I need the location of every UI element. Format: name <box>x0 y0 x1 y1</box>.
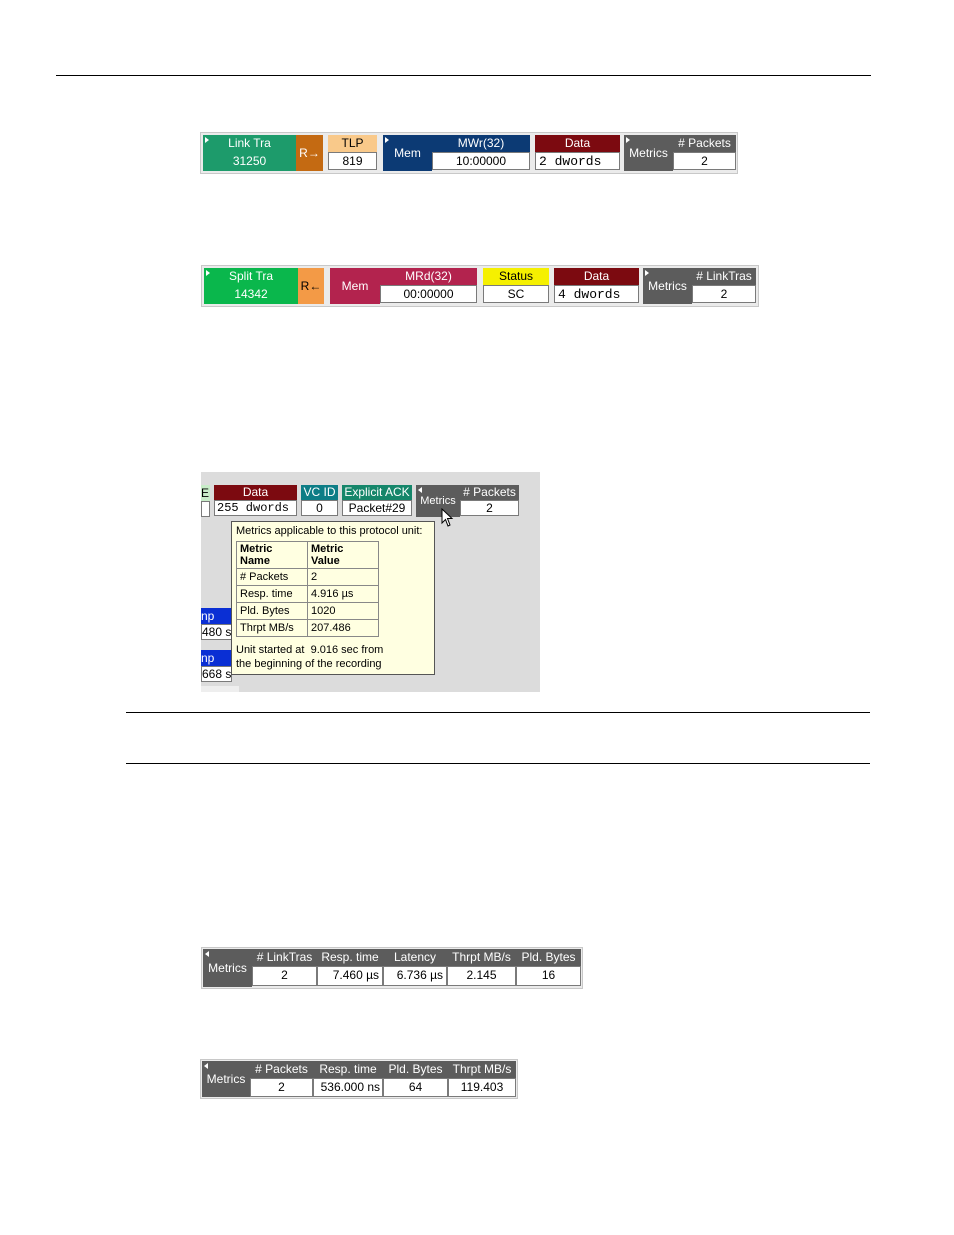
latency-column <box>383 949 447 987</box>
tooltip-metrics-table <box>236 541 379 637</box>
linktras-column <box>252 949 317 987</box>
metric-name: Resp. time <box>237 586 308 603</box>
table-header-row <box>237 542 379 569</box>
metric-value: 2 <box>308 569 379 586</box>
tooltip-title: Metrics applicable to this protocol unit: <box>236 525 423 537</box>
metrics-label: Metrics <box>629 146 668 160</box>
metrics-label: Metrics <box>648 279 687 293</box>
packets-cell[interactable] <box>673 135 736 171</box>
mrd-address: 00:00000 <box>380 285 477 303</box>
packets-label: # Packets <box>460 485 519 500</box>
packet-bar-1 <box>200 132 738 174</box>
mem-cell[interactable] <box>330 268 380 304</box>
table-row <box>237 603 379 620</box>
direction-label: R← <box>300 279 322 293</box>
mem-cell[interactable] <box>383 135 432 171</box>
data-label: Data <box>535 135 620 152</box>
explicit-ack-label: Explicit ACK <box>342 485 412 500</box>
side-cell-2 <box>201 650 232 682</box>
mem-label: Mem <box>394 146 421 160</box>
table-row <box>237 569 379 586</box>
column-header: Latency <box>383 949 447 966</box>
header-metric-name: Metric Name <box>237 542 308 569</box>
mem-label: Mem <box>341 279 369 293</box>
split-tra-value: 14342 <box>234 287 268 301</box>
side-cell-1-value: 480 s <box>202 625 232 639</box>
column-value: 6.736 µs <box>383 966 447 986</box>
column-header: Pld. Bytes <box>516 949 581 966</box>
thrpt-column <box>447 949 516 987</box>
side-bottom-strip <box>201 686 239 692</box>
table-row <box>237 586 379 603</box>
data-value: 2 dwords <box>535 152 620 170</box>
mrd-cell[interactable] <box>380 268 477 304</box>
cut-off-label: E <box>201 486 210 500</box>
linktras-label: # LinkTras <box>692 268 756 285</box>
column-header: Thrpt MB/s <box>447 949 516 966</box>
metric-name: Thrpt MB/s <box>237 620 308 637</box>
status-value: SC <box>483 285 549 303</box>
column-header: Resp. time <box>317 949 383 966</box>
metrics-cell[interactable] <box>202 1061 250 1097</box>
metrics-label: Metrics <box>420 495 456 507</box>
mwr-cell[interactable] <box>432 135 530 171</box>
packets-label: # Packets <box>673 135 736 152</box>
metrics-strip-1 <box>201 947 583 989</box>
tlp-label: TLP <box>328 135 377 152</box>
packets-value: 2 <box>673 152 736 170</box>
side-cell-2-value: 668 s <box>202 667 232 681</box>
column-header: Pld. Bytes <box>383 1061 448 1078</box>
column-value: 16 <box>516 966 581 986</box>
packets-column <box>250 1061 313 1097</box>
column-value: 2 <box>252 966 317 986</box>
pld-bytes-column <box>383 1061 448 1097</box>
explicit-ack-value: Packet#29 <box>342 500 412 516</box>
metrics-label: Metrics <box>208 961 247 975</box>
data-cell[interactable] <box>554 268 639 304</box>
packets-cell[interactable] <box>460 485 519 517</box>
direction-cell[interactable] <box>298 268 324 304</box>
tlp-value: 819 <box>328 152 377 170</box>
metric-value: 4.916 µs <box>308 586 379 603</box>
header-metric-value: Metric Value <box>308 542 379 569</box>
side-cell-1 <box>201 608 232 640</box>
column-header: Thrpt MB/s <box>448 1061 516 1078</box>
mwr-address: 10:00000 <box>432 152 530 170</box>
vc-id-label: VC ID <box>301 485 338 500</box>
explicit-ack-cell[interactable] <box>342 485 412 517</box>
tooltip-footer-line-2: the beginning of the recording <box>236 658 382 670</box>
mwr-label: MWr(32) <box>432 135 530 152</box>
vc-id-cell[interactable] <box>301 485 338 517</box>
linktras-cell[interactable] <box>692 268 756 304</box>
column-header: # LinkTras <box>252 949 317 966</box>
column-value: 119.403 <box>448 1078 516 1097</box>
metrics-label: Metrics <box>206 1072 246 1086</box>
status-label: Status <box>483 268 549 285</box>
direction-cell[interactable] <box>296 135 323 171</box>
column-header: # Packets <box>250 1061 313 1078</box>
link-tra-label: Link Tra <box>228 136 271 150</box>
thrpt-column <box>448 1061 516 1097</box>
data-value: 255 dwords <box>214 500 297 516</box>
metric-value: 1020 <box>308 603 379 620</box>
column-value: 64 <box>383 1078 448 1097</box>
metrics-strip-2 <box>200 1059 518 1099</box>
linktras-value: 2 <box>692 285 756 303</box>
metric-name: # Packets <box>237 569 308 586</box>
tooltip-footer-line-1: Unit started at 9.016 sec from <box>236 644 384 656</box>
note-rule-top <box>126 712 870 713</box>
note-rule-bottom <box>126 763 870 764</box>
data-cell[interactable] <box>535 135 620 171</box>
vc-id-value: 0 <box>301 500 338 516</box>
column-value: 2.145 <box>447 966 516 986</box>
resp-time-column <box>317 949 383 987</box>
packets-value: 2 <box>460 500 519 516</box>
data-label: Data <box>554 268 639 285</box>
packet-bar-2 <box>201 265 759 307</box>
metrics-cell[interactable] <box>643 268 692 304</box>
metrics-cell[interactable] <box>203 949 252 987</box>
table-row <box>237 620 379 637</box>
data-cell[interactable] <box>214 485 297 517</box>
mrd-label: MRd(32) <box>380 268 477 285</box>
link-tra-value: 31250 <box>232 154 267 168</box>
tlp-cell[interactable] <box>328 135 377 171</box>
metrics-tooltip <box>231 521 435 675</box>
top-rule <box>56 75 871 76</box>
split-tra-label: Split Tra <box>228 269 273 283</box>
column-header: Resp. time <box>313 1061 383 1078</box>
data-value: 4 dwords <box>554 285 639 303</box>
side-cell-2-label: np <box>201 650 232 666</box>
metric-value: 207.486 <box>308 620 379 637</box>
column-value: 536.000 ns <box>313 1078 383 1097</box>
metric-name: Pld. Bytes <box>237 603 308 620</box>
metrics-cell[interactable] <box>624 135 673 171</box>
pld-bytes-column <box>516 949 581 987</box>
cut-off-cell <box>201 485 210 517</box>
split-transaction-cell[interactable] <box>204 268 298 304</box>
column-value: 7.460 µs <box>317 966 383 986</box>
resp-time-column <box>313 1061 383 1097</box>
mouse-pointer-icon <box>441 508 455 528</box>
direction-label: R→ <box>299 146 320 160</box>
data-label: Data <box>214 485 297 500</box>
side-cell-1-label: np <box>201 608 232 624</box>
cut-off-value <box>201 501 210 517</box>
metrics-tooltip-screenshot <box>201 472 540 692</box>
status-cell[interactable] <box>483 268 549 304</box>
link-transaction-cell[interactable] <box>203 135 296 171</box>
column-value: 2 <box>250 1078 313 1097</box>
